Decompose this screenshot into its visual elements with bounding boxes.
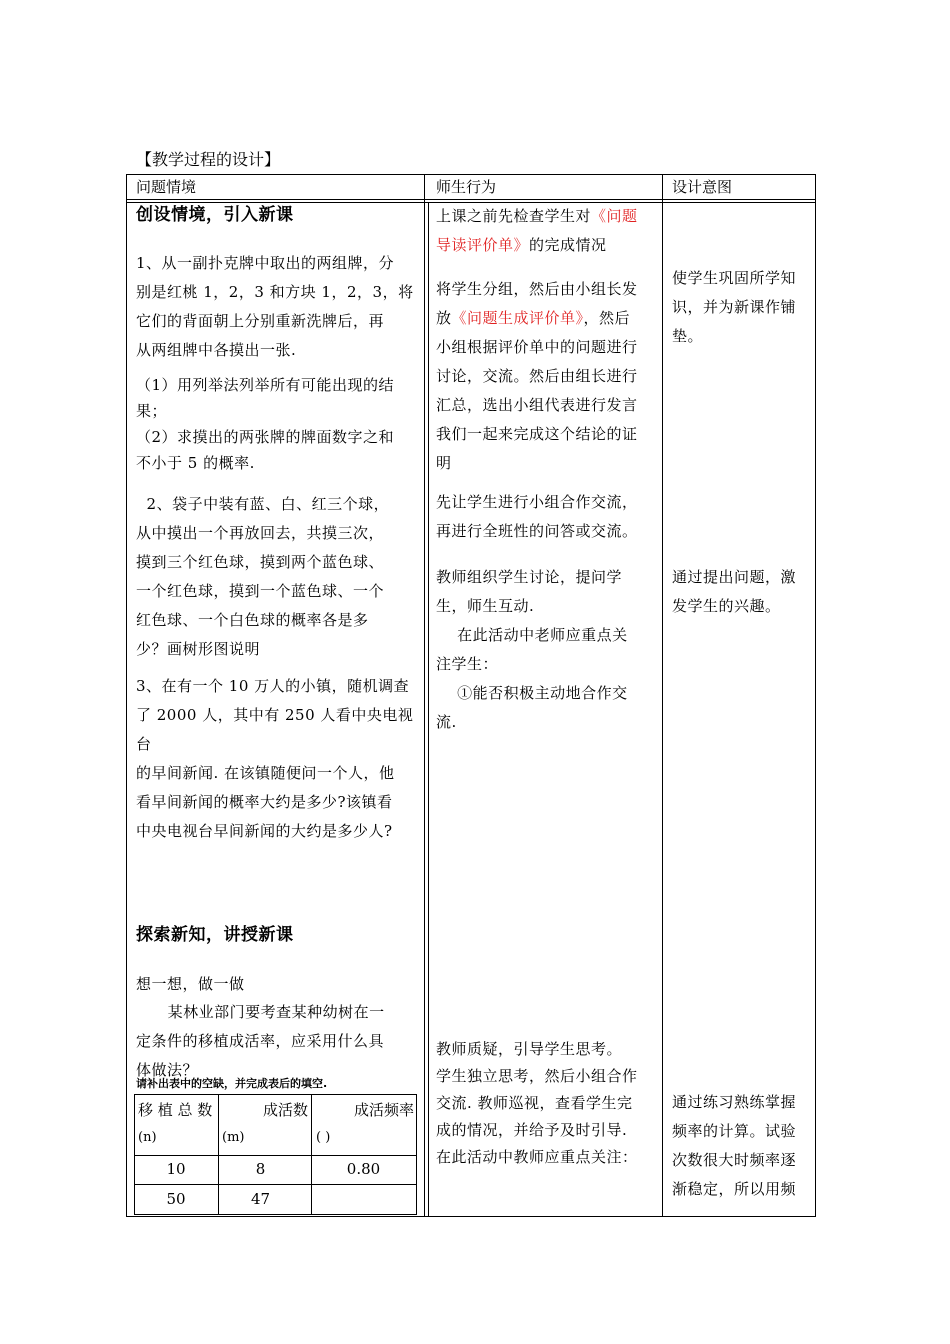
table-col-divider-2 — [662, 174, 663, 1217]
section-heading: 【教学过程的设计】 — [136, 150, 281, 169]
table-col-divider-1 — [424, 174, 425, 1217]
table-left-border — [126, 174, 127, 1217]
action-group-discussion: 将学生分组，然后由小组长发 放《问题生成评价单》，然后 小组根据评价单中的问题进行 讨论，交流。然后由组长进行 汇总，选出小组代表进行发言 我们一起来完成这个结论的证 明 — [436, 280, 638, 472]
header-problem-context: 问题情境 — [136, 178, 197, 196]
inner-cell-r2-c2: 47 — [250, 1190, 271, 1208]
heading-create-situation: 创设情境，引入新课 — [136, 205, 294, 225]
action-teacher-question: 教师质疑，引导学生思考。 学生独立思考，然后小组合作 交流. 教师巡视，查看学生完 成的情况，并给予及时引导. 在此活动中教师应重点关注： — [436, 1040, 638, 1166]
intent-stimulate-interest: 通过提出问题，激 发学生的兴趣。 — [672, 568, 797, 615]
action-check-homework: 上课之前先检查学生对《问题 导读评价单》的完成情况 — [436, 207, 638, 254]
inner-right — [416, 1094, 417, 1215]
inner-bottom — [134, 1214, 417, 1215]
forest-question: 某林业部门要考查某种幼树在一 定条件的移植成活率，应采用什么具 体做法？ — [136, 1003, 385, 1079]
question-1-part-1: （1）用列举法列举所有可能出现的结 果； — [136, 376, 395, 420]
table-right-border — [815, 174, 816, 1217]
question-1: 1、从一副扑克牌中取出的两组牌，分 别是红桃 1，2，3 和方块 1，2，3，将 它们的背面朝上分别重新洗牌后，再 从两组牌中各摸出一张. — [136, 254, 414, 359]
question-1-part-2: （2）求摸出的两张牌的牌面数字之和 不小于 5 的概率. — [136, 428, 395, 472]
inner-cell-r2-c1: 50 — [166, 1190, 186, 1208]
inner-header-survived: 成活数 (m) — [222, 1101, 308, 1145]
table-bottom-border — [126, 1216, 816, 1217]
header-design-intent: 设计意图 — [672, 178, 733, 196]
heading-explore-new: 探索新知，讲授新课 — [136, 925, 294, 945]
table-top-border — [126, 174, 816, 175]
question-2: 2、袋子中装有蓝、白、红三个球， 从中摸出一个再放回去，共摸三次， 摸到三个红色球，摸到两个蓝色球、 一个红色球，摸到一个蓝色球、一个 红色球、一个白色球的概率各是多 少？画树形图说明 — [136, 495, 390, 658]
action-cooperative-exchange: 先让学生进行小组合作交流， 再进行全班性的问答或交流。 — [436, 493, 638, 540]
inner-header-frequency: 成活频率 ( ) — [316, 1101, 414, 1145]
think-and-do: 想一想，做一做 — [136, 975, 245, 993]
inner-cell-r1-c2: 8 — [255, 1160, 266, 1178]
inner-row-2 — [134, 1184, 417, 1185]
question-3: 3、在有一个 10 万人的小镇，随机调查 了 2000 人，其中有 250 人看中央电视台 的早间新闻. 在该镇随便问一个人，他 看早间新闻的概率大约是多少?该镇看 中央电视台早间新闻的大约是多少人? — [136, 677, 414, 840]
intent-consolidate: 使学生巩固所学知 识，并为新课作铺 垫。 — [672, 269, 797, 345]
action-teacher-organize: 教师组织学生讨论，提问学 生，师生互动. 在此活动中老师应重点关 注学生： ①能否积极主动地合作交 流. — [436, 568, 628, 731]
table-header-divider — [126, 199, 816, 200]
intent-frequency-practice: 通过练习熟练掌握 频率的计算。试验 次数很大时频率逐 渐稳定，所以用频 — [672, 1093, 797, 1198]
inner-col-2 — [311, 1094, 312, 1215]
table-col-divider-1b — [428, 202, 429, 1217]
header-teacher-student-action: 师生行为 — [436, 178, 497, 196]
table-instruction: 请补出表中的空缺，并完成表后的填空. — [136, 1077, 328, 1090]
inner-cell-r1-c1: 10 — [166, 1160, 186, 1178]
inner-top — [134, 1094, 417, 1095]
inner-header-total: 移 植 总 数 (n) — [138, 1101, 213, 1145]
inner-cell-r1-c3: 0.80 — [346, 1160, 381, 1178]
